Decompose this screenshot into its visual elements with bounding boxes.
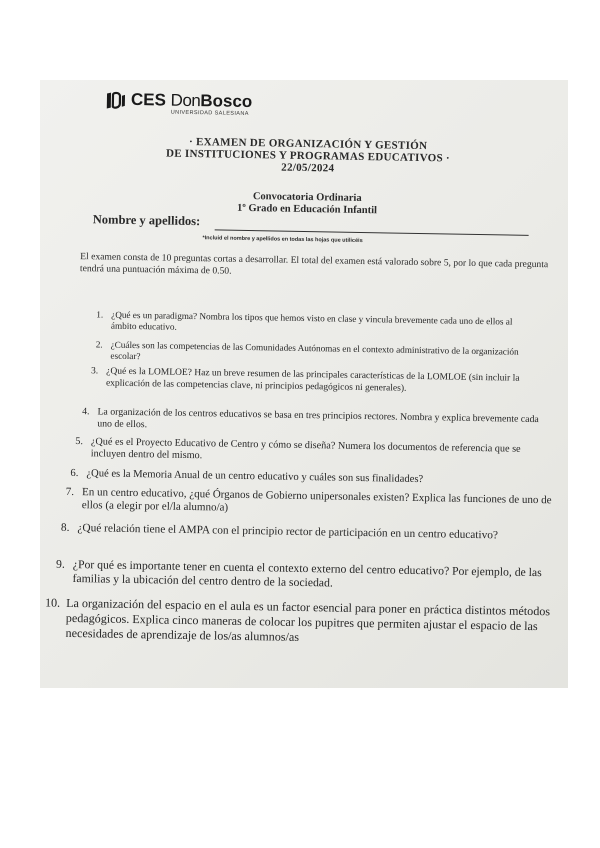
convocatoria: Convocatoria Ordinaria: [252, 191, 362, 204]
logo-subtitle: UNIVERSIDAD SALESIANA: [170, 109, 249, 117]
question-text: La organización del espacio en el aula es un factor esencial para poner en práctica distintos métodos pedagógicos. Explica cinco maneras de colocar los pupitres que permiten ajustar el espacio de las necesidades de aprendizaje de los/as alumnos/as: [65, 595, 551, 644]
question-text: ¿Cuáles son las competencias de las Comunidades Autónomas en el contexto administrativo de la organización escolar?: [110, 339, 519, 362]
exam-instructions: El examen consta de 10 preguntas cortas a desarrollar. El total del examen está valorado sobre 5, por lo que cada pregunta tendrá una puntuación máxima de 0.50.: [79, 251, 549, 277]
question-item: 3. ¿Qué es la LOMLOE? Haz un breve resumen de las principales características de la LOMLOE (sin incluir la explicación de las competencias clave, ni principios pedagógicos ni generales).: [76, 366, 551, 397]
question-text: La organización de los centros educativos se basa en tres principios rectores. Nombra y explica brevemente cada uno de ellos.: [97, 406, 539, 431]
question-text: ¿Qué es la LOMLOE? Haz un breve resumen de las principales características de la LOMLOE (sin incluir la explicación de las competencias clave, ni principios pedagógicos ni generales).: [105, 366, 520, 394]
question-item: 10. La organización del espacio en el aula es un factor esencial para poner en práctica distintos métodos pedagógicos. Explica cinco maneras de colocar los pupitres que permiten ajustar el espacio de las necesidades de aprendizaje de los/as alumnos/as: [40, 595, 560, 649]
question-item: 7. En un centro educativo, ¿qué Órganos de Gobierno unipersonales existen? Explica las funciones de uno de ellos (a elegir por el/la alumno/a): [52, 486, 560, 521]
name-field-line: [215, 229, 529, 235]
question-text: ¿Qué es un paradigma? Nombra los tipos que hemos visto en clase y vincula brevemente cada uno de ellos al ámbito educativo.: [110, 309, 513, 333]
question-item: 8. ¿Qué relación tiene el AMPA con el principio rector de participación en un centro educativo?: [47, 522, 559, 545]
question-item: 9. ¿Por qué es importante tener en cuenta el contexto externo del centro educativo? Por ejemplo, de las familias y la ubicación del centro dentro de la sociedad.: [42, 557, 560, 594]
question-item: 4. La organización de los centros educativos se basa en tres principios rectores. Nombra y explica brevemente cada uno de ellos.: [67, 406, 552, 438]
question-item: 2. ¿Cuáles son las competencias de las Comunidades Autónomas en el contexto administrativo de la organización escolar?: [80, 339, 535, 370]
logo-emblem-icon: [105, 90, 127, 110]
name-field-note: *Incluid el nombre y apellidos en todas las hojas que utilicéis: [202, 235, 363, 245]
question-text: ¿Qué es la Memoria Anual de un centro educativo y cuáles son sus finalidades?: [86, 468, 424, 486]
exam-title-line2: DE INSTITUCIONES Y PROGRAMAS EDUCATIVOS ·: [165, 147, 451, 165]
question-item: 5. ¿Qué es el Proyecto Educativo de Centro y cómo se diseña? Numera los documentos de referencia que se incluyen dentro del mismo.: [61, 436, 553, 469]
question-text: ¿Qué relación tiene el AMPA con el principio rector de participación en un centro educativo?: [77, 522, 499, 542]
question-text: En un centro educativo, ¿qué Órganos de Gobierno unipersonales existen? Explica las funciones de uno de ellos (a elegir por el/la alumno/a): [81, 486, 552, 514]
question-text: ¿Por qué es importante tener en cuenta el contexto externo del centro educativo? Por ejemplo, de las familias y la ubicación del centro dentro de la sociedad.: [72, 557, 542, 590]
question-item: 6. ¿Qué es la Memoria Anual de un centro educativo y cuáles son sus finalidades?: [56, 468, 556, 490]
exam-date: 22/05/2024: [281, 161, 335, 175]
question-item: 1. ¿Qué es un paradigma? Nombra los tipos que hemos visto en clase y vincula brevemente cada uno de ellos al ámbito educativo.: [81, 309, 536, 340]
question-text: ¿Qué es el Proyecto Educativo de Centro y cómo se diseña? Numera los documentos de referencia que se incluyen dentro del mismo.: [90, 436, 521, 462]
grado: 1º Grado en Educación Infantil: [236, 202, 378, 217]
name-field-label: Nombre y apellidos:: [92, 212, 201, 229]
exam-sheet: [40, 80, 568, 688]
ces-don-bosco-logo: [105, 90, 253, 117]
exam-photo: [40, 80, 568, 688]
exam-title-line1: · EXAMEN DE ORGANIZACIÓN Y GESTIÓN: [188, 135, 428, 153]
logo-wordmark: CES DonBosco: [130, 89, 253, 112]
